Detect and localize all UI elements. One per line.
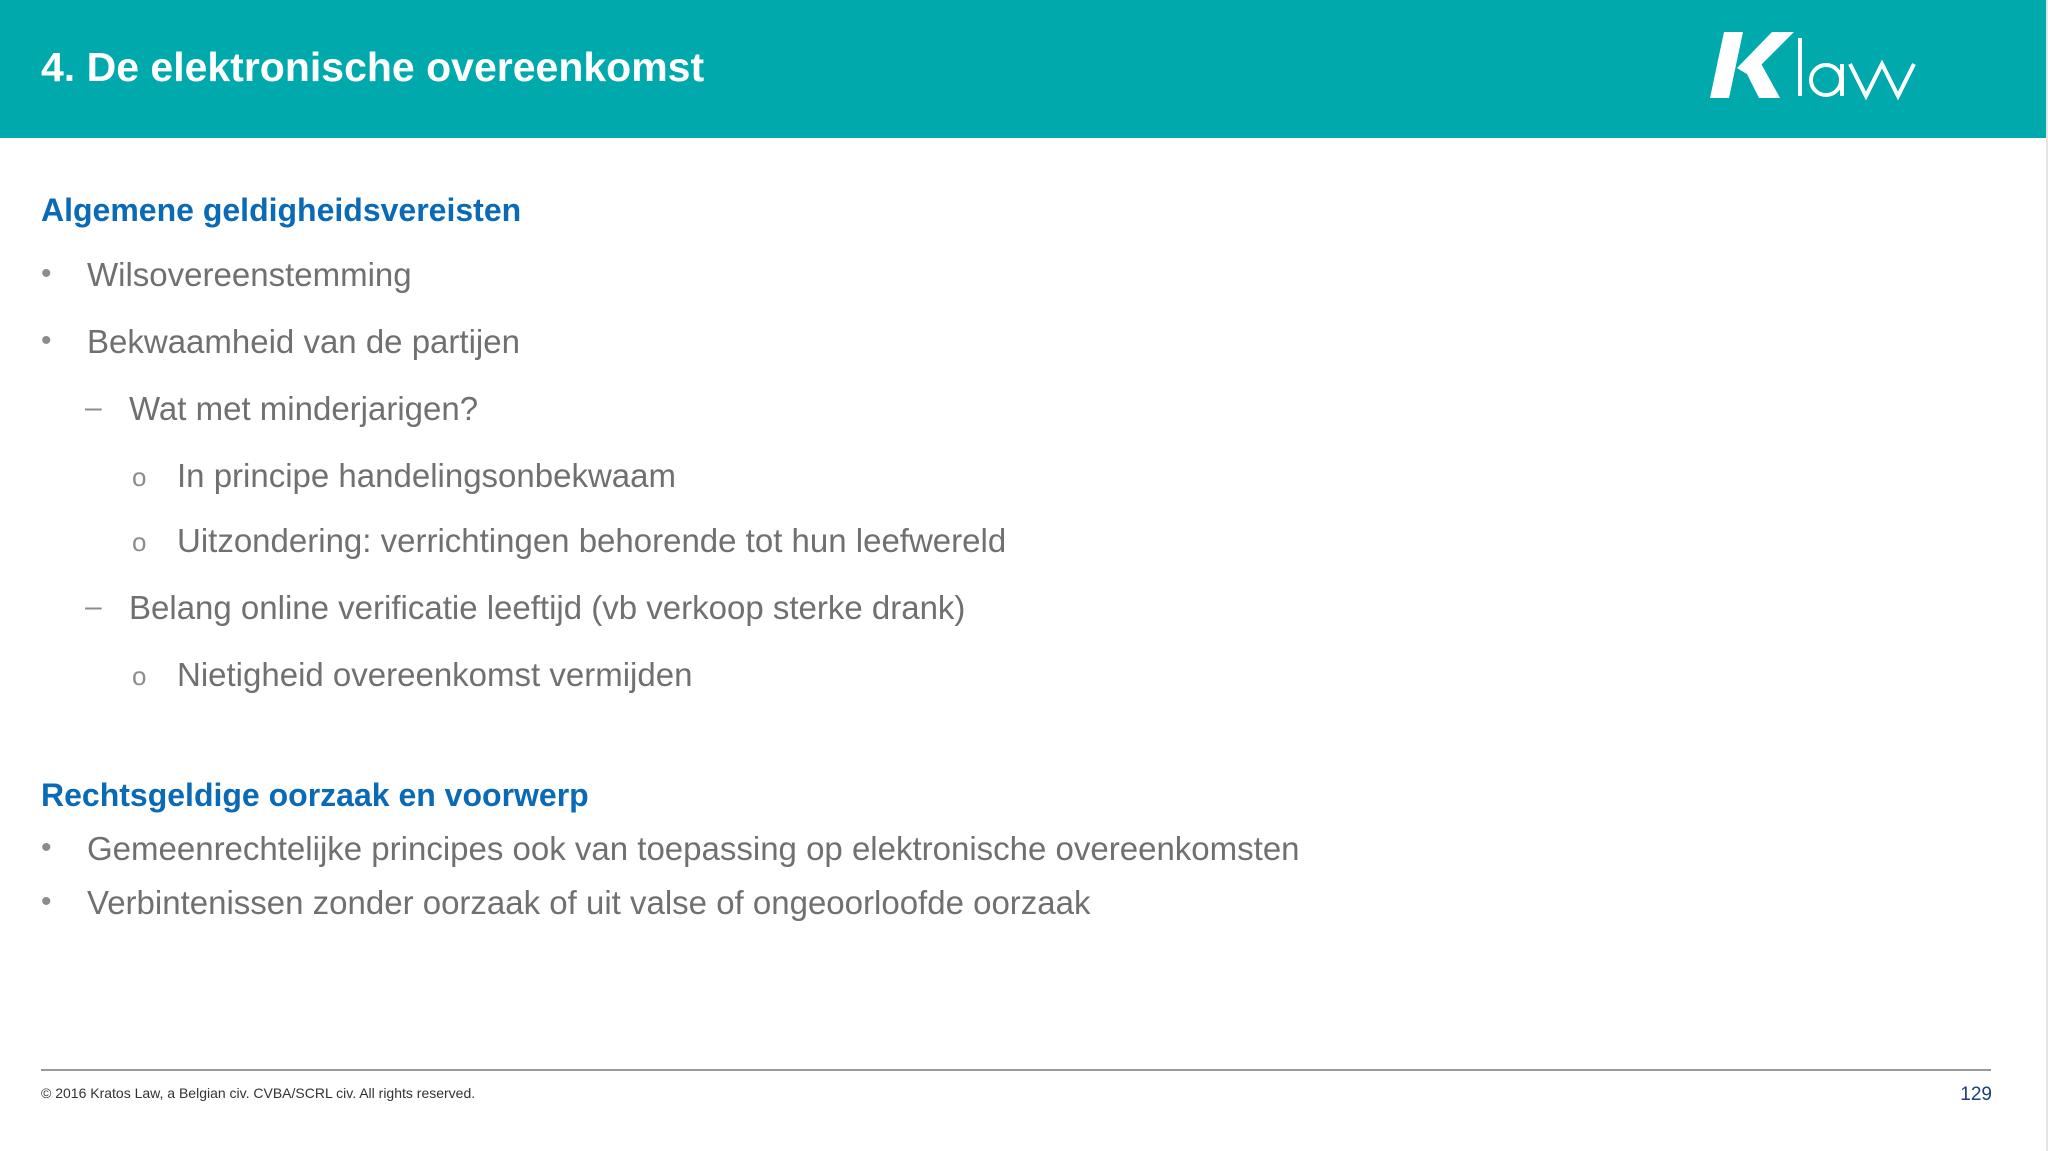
list-item <box>41 830 1300 868</box>
circle-marker: o <box>132 462 147 492</box>
bullet-marker: • <box>41 885 52 918</box>
list-item-text: Uitzondering: verrichtingen behorende tot hun leefwereld <box>177 522 1007 559</box>
circle-marker: o <box>132 527 147 557</box>
klaw-logo <box>1708 28 1934 108</box>
list-item <box>132 522 1007 560</box>
list-item <box>41 884 1091 922</box>
dash-marker: – <box>85 391 102 424</box>
footer-divider <box>41 1069 1991 1071</box>
list-item <box>41 256 412 294</box>
copyright-notice: © 2016 Kratos Law, a Belgian civ. CVBA/SCRL civ. All rights reserved. <box>41 1085 476 1101</box>
list-item-text: Verbintenissen zonder oorzaak of uit valse of ongeoorloofde oorzaak <box>87 884 1091 921</box>
bullet-marker: • <box>41 831 52 864</box>
list-item-text: Wilsovereenstemming <box>87 256 412 293</box>
list-item <box>132 457 676 495</box>
list-item-text: Belang online verificatie leeftijd (vb verkoop sterke drank) <box>129 589 966 626</box>
list-item <box>85 390 479 428</box>
dash-marker: – <box>85 590 102 623</box>
circle-marker: o <box>132 661 147 691</box>
list-item <box>85 589 966 627</box>
list-item-text: In principe handelingsonbekwaam <box>177 457 676 494</box>
bullet-marker: • <box>41 324 52 357</box>
list-item-text: Nietigheid overeenkomst vermijden <box>177 656 693 693</box>
list-item <box>132 656 693 694</box>
list-item-text: Gemeenrechtelijke principes ook van toepassing op elektronische overeenkomsten <box>87 830 1300 867</box>
list-item <box>41 323 520 361</box>
page-number: 129 <box>1960 1084 1992 1105</box>
slide-title: 4. De elektronische overeenkomst <box>41 44 705 90</box>
section-heading-cause-object: Rechtsgeldige oorzaak en voorwerp <box>41 777 589 813</box>
header-bar <box>0 0 2046 138</box>
list-item-text: Bekwaamheid van de partijen <box>87 323 520 360</box>
bullet-marker: • <box>41 257 52 290</box>
list-item-text: Wat met minderjarigen? <box>129 390 479 427</box>
section-heading-validity: Algemene geldigheidsvereisten <box>41 192 522 228</box>
